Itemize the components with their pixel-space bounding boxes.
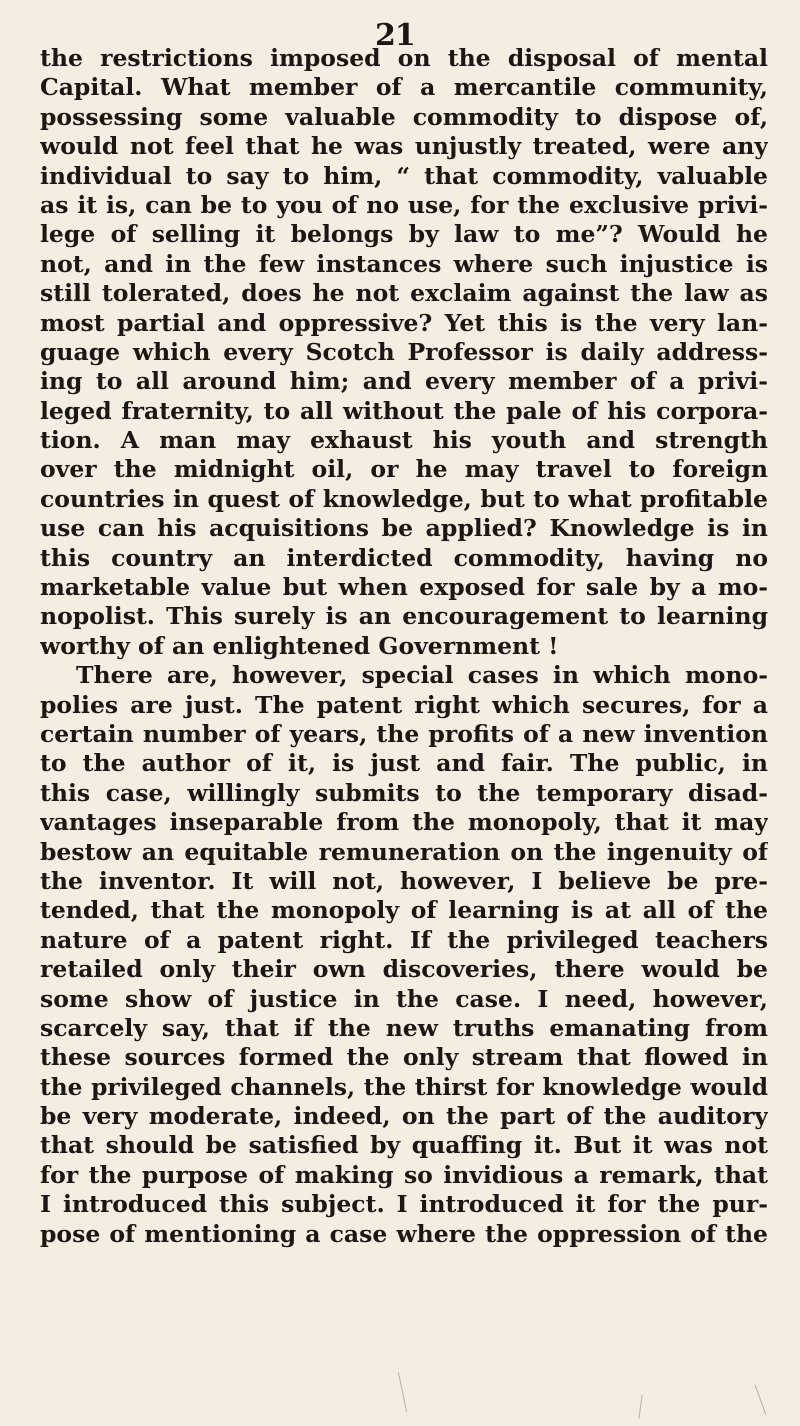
text-line: polies are just. The patent right which secures, for a <box>40 690 768 719</box>
text-line: individual to say to him, “ that commodity, valuable <box>40 161 768 190</box>
text-line: guage which every Scotch Professor is daily address- <box>40 337 768 366</box>
text-line: vantages inseparable from the monopoly, that it may <box>40 808 768 837</box>
text-line: leged fraternity, to all without the pale of his corpora- <box>40 396 768 425</box>
text-line: scarcely say, that if the new truths emanating from <box>40 1013 768 1042</box>
text-line: be very moderate, indeed, on the part of the auditory <box>40 1102 768 1131</box>
text-line: Capital. What member of a mercantile community, <box>40 73 768 102</box>
body-text <box>40 44 768 1249</box>
text-line: to the author of it, is just and fair. The public, in <box>40 749 768 778</box>
paragraph-end-line: worthy of an enlightened Government ! <box>40 631 559 660</box>
text-line: use can his acquisitions be applied? Knowledge is in <box>40 514 768 543</box>
text-line: retailed only their own discoveries, there would be <box>40 955 768 984</box>
text-line: would not feel that he was unjustly treated, were any <box>40 132 768 161</box>
text-line: the inventor. It will not, however, I believe be pre- <box>40 866 768 895</box>
text-line: tended, that the monopoly of learning is at all of the <box>40 896 768 925</box>
paper-mark <box>638 1395 642 1419</box>
page-number: 21 <box>375 18 415 53</box>
text-line: this case, willingly submits to the temporary disad- <box>40 778 768 807</box>
text-line: the restrictions imposed on the disposal of mental <box>40 44 768 72</box>
paper-mark <box>398 1372 407 1411</box>
text-line: I introduced this subject. I introduced it for the pur- <box>40 1190 768 1219</box>
text-line: still tolerated, does he not exclaim against the law as <box>40 279 768 308</box>
text-line: certain number of years, the profits of a new invention <box>40 719 768 748</box>
text-line: tion. A man may exhaust his youth and strength <box>40 426 768 455</box>
text-line: ing to all around him; and every member of a privi- <box>40 367 768 396</box>
text-line: nopolist. This surely is an encouragement to learning <box>40 602 768 631</box>
text-line: the privileged channels, the thirst for knowledge would <box>40 1073 768 1101</box>
text-line: as it is, can be to you of no use, for the exclusive privi- <box>40 190 768 219</box>
text-line: most partial and oppressive? Yet this is the very lan- <box>40 308 768 337</box>
text-line: over the midnight oil, or he may travel to foreign <box>40 455 768 484</box>
text-line: nature of a patent right. If the privileged teachers <box>40 925 768 954</box>
text-line: bestow an equitable remuneration on the ingenuity of <box>40 837 768 866</box>
text-line: for the purpose of making so invidious a remark, that <box>40 1160 768 1189</box>
text-line: pose of mentioning a case where the oppression of the <box>40 1219 768 1248</box>
text-line: some show of justice in the case. I need, however, <box>40 984 768 1013</box>
text-line: possessing some valuable commodity to dispose of, <box>40 102 768 131</box>
text-line: this country an interdicted commodity, having no <box>40 543 768 572</box>
text-line: not, and in the few instances where such injustice is <box>40 249 768 278</box>
text-line: lege of selling it belongs by law to me”? Would he <box>40 220 768 249</box>
text-line: marketable value but when exposed for sale by a mo- <box>40 573 768 602</box>
text-line: these sources formed the only stream that flowed in <box>40 1043 768 1072</box>
paragraph-start-line: There are, however, special cases in which mono- <box>76 661 768 690</box>
text-line: countries in quest of knowledge, but to what profitable <box>40 484 768 513</box>
text-line: that should be satisfied by quaffing it. But it was not <box>40 1131 768 1160</box>
paper-mark <box>755 1385 767 1415</box>
